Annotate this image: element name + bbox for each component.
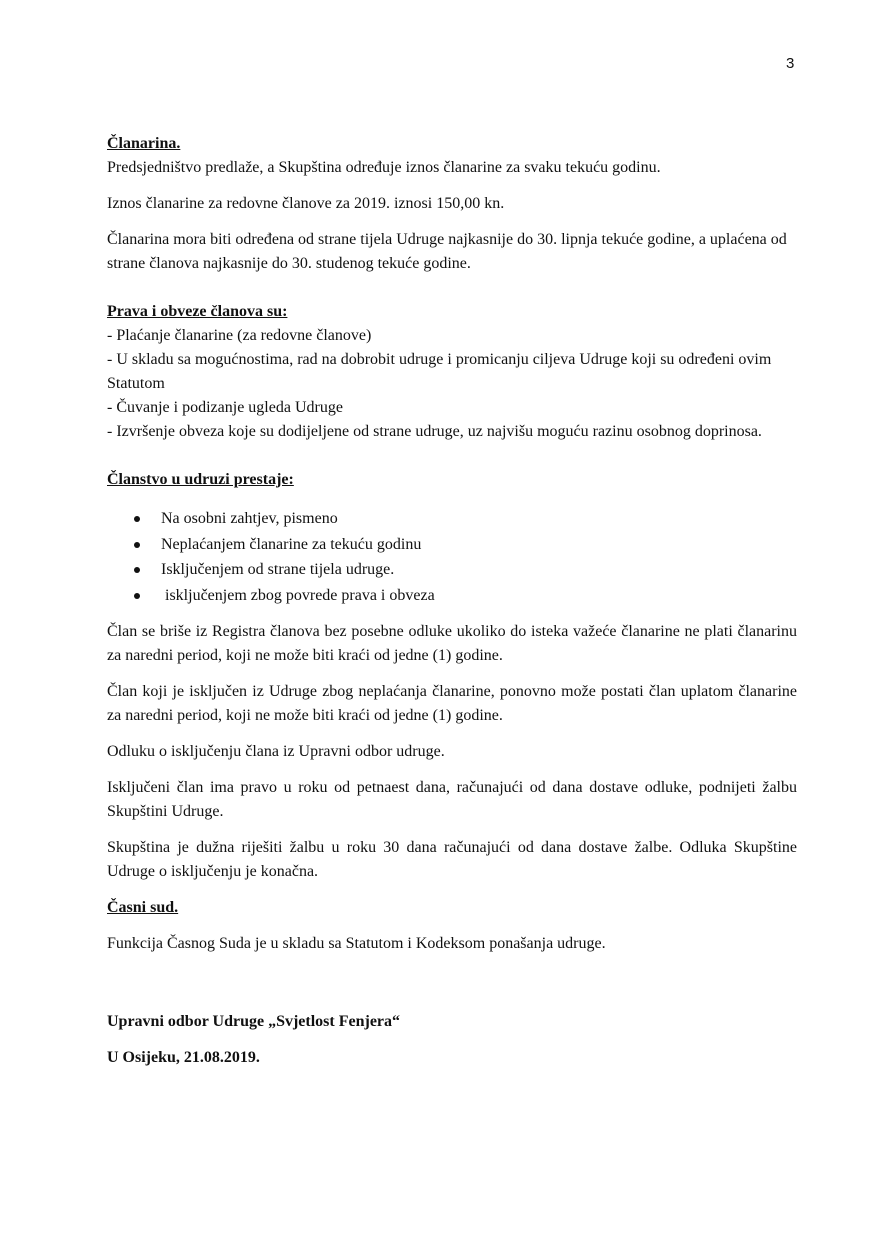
paragraph-skupstina-zalba: Skupština je dužna riješiti žalbu u roku 30 dana računajući od dana dostave žalbe. Odluka Skupštine Udruge o isključenju je konačna. <box>107 839 797 880</box>
section-heading-clanarina: Članarina. <box>107 135 181 152</box>
paragraph-brisanje: Član se briše iz Registra članova bez posebne odluke ukoliko do isteka važeće članarine ne plati članarinu za naredni period, koji ne može biti kraći od jedne (1) godine. <box>107 623 797 664</box>
bullet-text: Na osobni zahtjev, pismeno <box>161 510 338 527</box>
section-heading-prava: Prava i obveze članova su: <box>107 303 288 320</box>
list-item-clanstvo <box>107 506 797 532</box>
list-item-clanstvo <box>107 583 797 609</box>
bullet-icon <box>134 516 140 522</box>
page-number: 3 <box>786 55 795 72</box>
signature-organization: Upravni odbor Udruge „Svjetlost Fenjera“ <box>107 1013 401 1030</box>
paragraph-clanarina-amount: Iznos članarine za redovne članove za 2019. iznosi 150,00 kn. <box>107 195 505 212</box>
list-item-prava: - U skladu sa mogućnostima, rad na dobrobit udruge i promicanju ciljeva Udruge koji su određeni ovim Statutom <box>107 351 772 392</box>
paragraph-clanarina-intro: Predsjedništvo predlaže, a Skupština određuje iznos članarine za svaku tekuću godinu. <box>107 159 661 176</box>
paragraph-odluka-iskljucenje: Odluku o isključenju člana iz Upravni odbor udruge. <box>107 743 445 760</box>
bullet-icon <box>134 542 140 548</box>
list-item-clanstvo <box>107 532 797 558</box>
list-item-prava: - Plaćanje članarine (za redovne članove) <box>107 327 372 344</box>
document-body <box>107 132 797 1070</box>
section-heading-casni-sud: Časni sud. <box>107 899 179 916</box>
paragraph-pravo-zalbe: Isključeni član ima pravo u roku od petnaest dana, računajući od dana dostave odluke, podnijeti žalbu Skupštini Udruge. <box>107 779 797 820</box>
paragraph-casni-sud: Funkcija Časnog Suda je u skladu sa Statutom i Kodeksom ponašanja udruge. <box>107 935 606 952</box>
bullet-icon <box>134 567 140 573</box>
bullet-text: Isključenjem od strane tijela udruge. <box>161 561 395 578</box>
bullet-list-clanstvo <box>107 506 797 608</box>
paragraph-ponovno-clan: Član koji je isključen iz Udruge zbog neplaćanja članarine, ponovno može postati član uplatom članarine za naredni period, koji ne može biti kraći od jedne (1) godine. <box>107 683 797 724</box>
list-item-clanstvo <box>107 557 797 583</box>
paragraph-clanarina-deadline: Članarina mora biti određena od strane tijela Udruge najkasnije do 30. lipnja tekuće godine, a uplaćena od strane članova najkasnije do 30. studenog tekuće godine. <box>107 231 787 272</box>
list-item-prava: - Izvršenje obveza koje su dodijeljene od strane udruge, uz najvišu moguću razinu osobnog doprinosa. <box>107 423 762 440</box>
signature-place-date: U Osijeku, 21.08.2019. <box>107 1049 260 1066</box>
bullet-text: isključenjem zbog povrede prava i obveza <box>161 586 435 604</box>
list-item-prava: - Čuvanje i podizanje ugleda Udruge <box>107 399 343 416</box>
bullet-icon <box>134 593 140 599</box>
section-heading-clanstvo: Članstvo u udruzi prestaje: <box>107 471 294 488</box>
bullet-text: Neplaćanjem članarine za tekuću godinu <box>161 535 422 553</box>
